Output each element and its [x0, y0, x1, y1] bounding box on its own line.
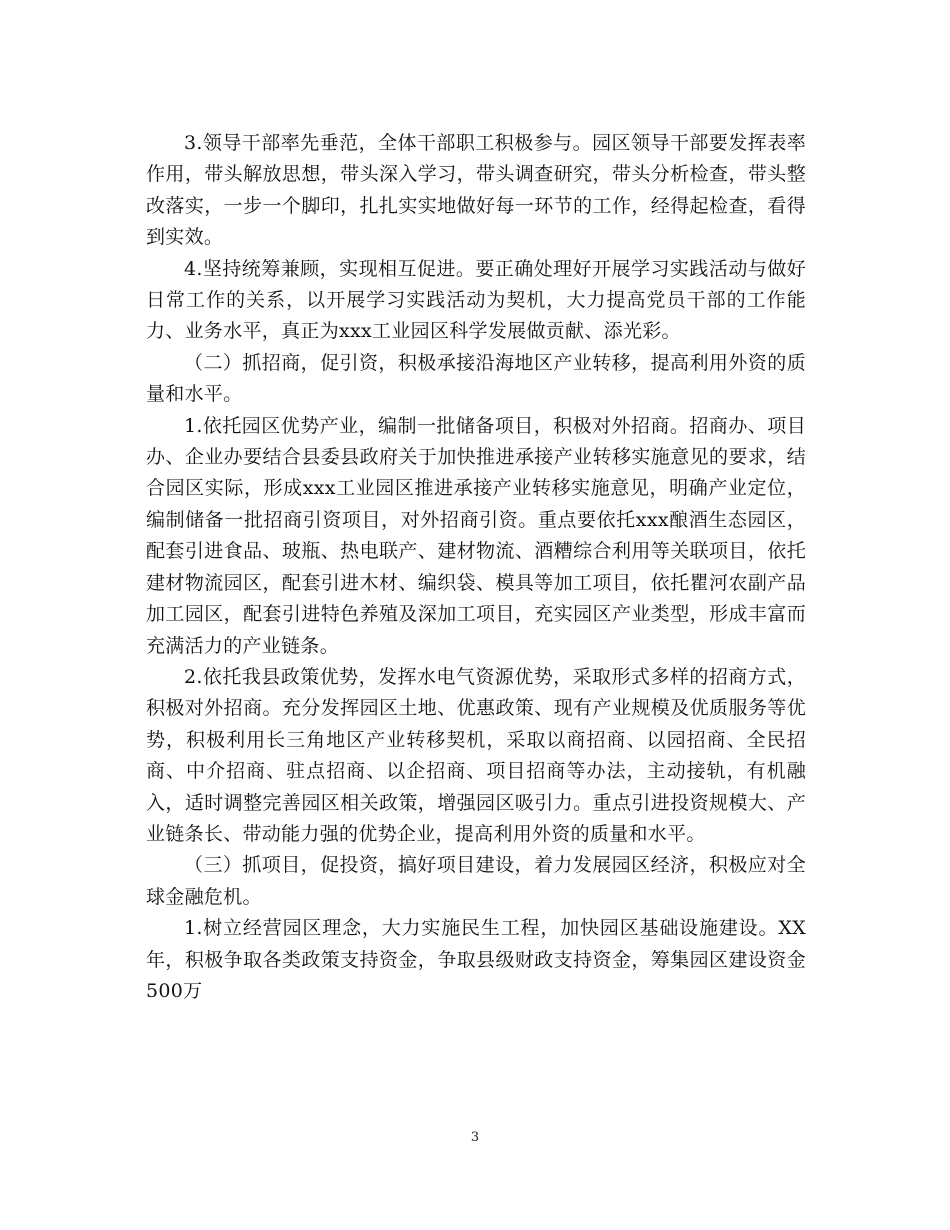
paragraph-3-leaders: 3.领导干部率先垂范，全体干部职工积极参与。园区领导干部要发挥表率作用，带头解放思想，带头深入学习，带头调查研究，带头分析检查，带头整改落实，一步一个脚印，扎扎实实地做好每一环节的工作，经得起检查，看得到实效。 [146, 132, 806, 249]
paragraph-4-overall-planning: 4.坚持统筹兼顾，实现相互促进。要正确处理好开展学习实践活动与做好日常工作的关系，以开展学习实践活动为契机，大力提高党员干部的工作能力、业务水平，真正为xxx工业园区科学发展做贡献、添光彩。 [146, 257, 806, 343]
paragraph-1-park-infrastructure: 1.树立经营园区理念，大力实施民生工程，加快园区基础设施建设。XX年，积极争取各类政策支持资金，争取县级财政支持资金，筹集园区建设资金500万 [146, 917, 806, 1002]
document-body [146, 128, 806, 1007]
section-heading-projects: （三）抓项目，促投资，搞好项目建设，着力发展园区经济，积极应对全球金融危机。 [146, 854, 806, 908]
paragraph-2-policy-advantages: 2.依托我县政策优势，发挥水电气资源优势，采取形式多样的招商方式，积极对外招商。充分发挥园区土地、优惠政策、现有产业规模及优质服务等优势，积极利用长三角地区产业转移契机，采取以商招商、以园招商、全民招商、中介招商、驻点招商、以企招商、项目招商等办法，主动接轨，有机融入，适时调整完善园区相关政策，增强园区吸引力。重点引进投资规模大、产业链条长、带动能力强的优势企业，提高利用外资的质量和水平。 [146, 665, 806, 845]
paragraph-1-advantage-industries: 1.依托园区优势产业，编制一批储备项目，积极对外招商。招商办、项目办、企业办要结合县委县政府关于加快推进承接产业转移实施意见的要求，结合园区实际，形成xxx工业园区推进承接产业转移实施意见，明确产业定位，编制储备一批招商引资项目，对外招商引资。重点要依托xxx酿酒生态园区，配套引进食品、玻瓶、热电联产、建材物流、酒糟综合利用等关联项目，依托建材物流园区，配套引进木材、编织袋、模具等加工项目，依托瞿河农副产品加工园区，配套引进特色养殖及深加工项目，充实园区产业类型，形成丰富而充满活力的产业链条。 [146, 414, 806, 657]
page-number: 3 [470, 1130, 480, 1145]
section-heading-investment: （二）抓招商，促引资，积极承接沿海地区产业转移，提高利用外资的质量和水平。 [146, 351, 806, 406]
